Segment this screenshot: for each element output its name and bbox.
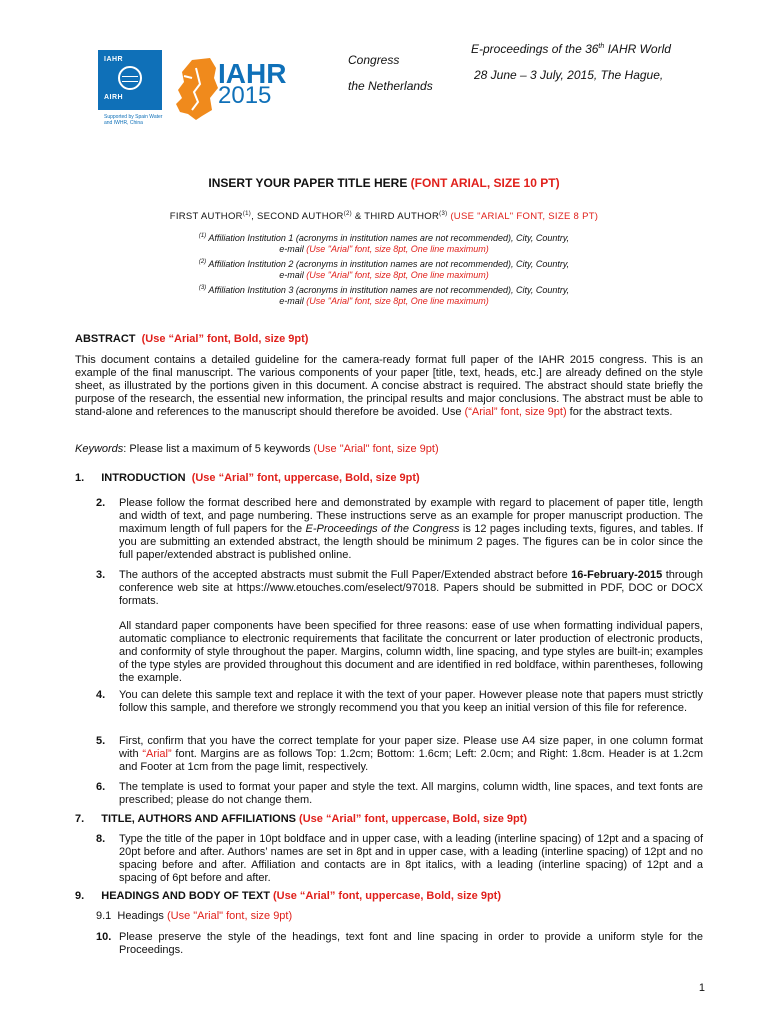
logo-text-iahr: IAHR (104, 56, 124, 63)
section-9-heading: 9. HEADINGS AND BODY OF TEXT (Use “Arial” font, uppercase, Bold, size 9pt) (75, 890, 501, 902)
netherlands-map-icon (170, 54, 220, 124)
author-line: FIRST AUTHOR$^{(1)}$, SECOND AUTHOR$^{(2)}$ & THIRD AUTHOR$^{(3)}$ (USE "ARIAL" FONT, SIZE 8 PT) (169, 211, 599, 223)
item-10-text: Please preserve the style of the headings, text font and line spacing in order to provide a uniform style for the Proceedings. (119, 931, 703, 956)
header-line-3: 28 June – 3 July, 2015, The Hague, (474, 68, 664, 82)
affiliation-1: $^{(1)}$ Affiliation Institution 1 (acronyms in institution names are not recommended), City, Country, e-mail (Use "Arial" font, size 8pt, One line maximum) (198, 233, 570, 254)
brand-iahr: IAHR (218, 58, 287, 89)
item-8-text: Type the title of the paper in 10pt boldface and in upper case, with a leading (interline spacing) of 12pt and a spacing of 20pt before and after. Authors’ names are set in 8pt and in upper case, with a leading (interline spacing) of 12pt and no spacing before and after. Affiliation and contacts are in 8pt italics, with a leading (interline spacing) of 12pt and a spacing of 6pt before and after. (119, 833, 703, 884)
paper-title: INSERT YOUR PAPER TITLE HERE (FONT ARIAL, SIZE 10 PT) (208, 176, 560, 190)
item-6-text: The template is used to format your paper and style the text. All margins, column width, line spaces, and text fonts are prescribed; please do not change them. (119, 781, 703, 806)
item-4-number: 4. (96, 689, 106, 701)
abstract-body: This document contains a detailed guideline for the camera-ready format full paper of the IAHR 2015 congress. This is an example of the final manuscript. The various components of your paper [title, text, heads, etc.] are already defined on the style sheet, as illustrated by the portions given in this document. A concise abstract is required. The abstract should state briefly the purpose of the research, the essential new information, the principal results and major conclusions. The abstract must be able to stand-alone and references to the manuscript should therefore be avoided. Use (“Arial” font, size 9pt) for the abstract texts. (75, 354, 703, 418)
iahr-logo (98, 50, 176, 130)
keywords: Keywords: Please list a maximum of 5 keywords (Use "Arial" font, size 9pt) (75, 443, 439, 455)
page-number: 1 (698, 982, 705, 994)
item-5-number: 5. (96, 735, 106, 747)
item-3-text: The authors of the accepted abstracts must submit the Full Paper/Extended abstract before 16-February-2015 through conference web site at https://www.etouches.com/eselect/97018. Papers should be submitted in PDF, DOC or DOCX formats. (119, 569, 703, 607)
logo-text-airh: AIRH (104, 94, 124, 101)
logo-support-text: Supported by Spain Water and IWHR, China (104, 114, 163, 126)
header-line-4: the Netherlands (348, 79, 433, 93)
brand-year: 2015 (218, 82, 272, 109)
item-5-text: First, confirm that you have the correct template for your paper size. Please use A4 size paper, in one column format with “Arial” font. Margins are as follows Top: 1.2cm; Bottom: 1.6cm; Left: 2.0cm; and Right: 1.8cm. Header is at 1.2cm and Footer at 1cm from the page limit, respectively. (119, 735, 703, 773)
item-2-number: 2. (96, 497, 106, 509)
header-line-1: E-proceedings of the 36th IAHR World (471, 42, 671, 56)
item-4-text: You can delete this sample text and replace it with the text of your paper. However please note that papers must strictly follow this sample, and therefore we strongly recommend you that you keep an initial version of this file for reference. (119, 689, 703, 714)
abstract-heading: ABSTRACT (Use “Arial” font, Bold, size 9pt) (75, 333, 309, 345)
iahr-logo-block (98, 50, 162, 110)
section-7-heading: 7. TITLE, AUTHORS AND AFFILIATIONS (Use “Arial” font, uppercase, Bold, size 9pt) (75, 813, 528, 825)
item-3-paragraph-2: All standard paper components have been specified for three reasons: ease of use when formatting individual papers, automatic compliance to electronic requirements that facilitate the concurrent or later production of electronic products, and conformity of style throughout the paper. Margins, column width, line spacing, and type styles are built-in; examples of the type styles are provided throughout this document and are identified in red boldface, within parentheses, following the example. (119, 620, 703, 684)
subsection-9-1-heading: 9.1 Headings (Use "Arial" font, size 9pt) (96, 910, 293, 922)
section-1-heading: 1. INTRODUCTION (Use “Arial” font, uppercase, Bold, size 9pt) (75, 472, 420, 484)
affiliation-2: $^{(2)}$ Affiliation Institution 2 (acronyms in institution names are not recommended), City, Country, e-mail (Use "Arial" font, size 8pt, One line maximum) (198, 259, 570, 280)
item-10-number: 10. (96, 931, 112, 943)
globe-icon (118, 66, 142, 90)
item-8-number: 8. (96, 833, 106, 845)
item-6-number: 6. (96, 781, 106, 793)
header-line-2: Congress (348, 53, 400, 67)
item-2-text: Please follow the format described here and demonstrated by example with regard to placement of paper title, length and width of text, and page numbering. These instructions serve as an example for proper manuscript production. The maximum length of full papers for the E-Proceedings of the Congress is 12 pages including texts, figures, and tables. If you are submitting an extended abstract, the length should be minimum 2 pages. The figures can be in color since the full paper/extended abstract is published online. (119, 497, 703, 561)
affiliation-3: $^{(3)}$ Affiliation Institution 3 (acronyms in institution names are not recommended), City, Country, e-mail (Use "Arial" font, size 8pt, One line maximum) (198, 285, 570, 306)
item-3-number: 3. (96, 569, 106, 581)
